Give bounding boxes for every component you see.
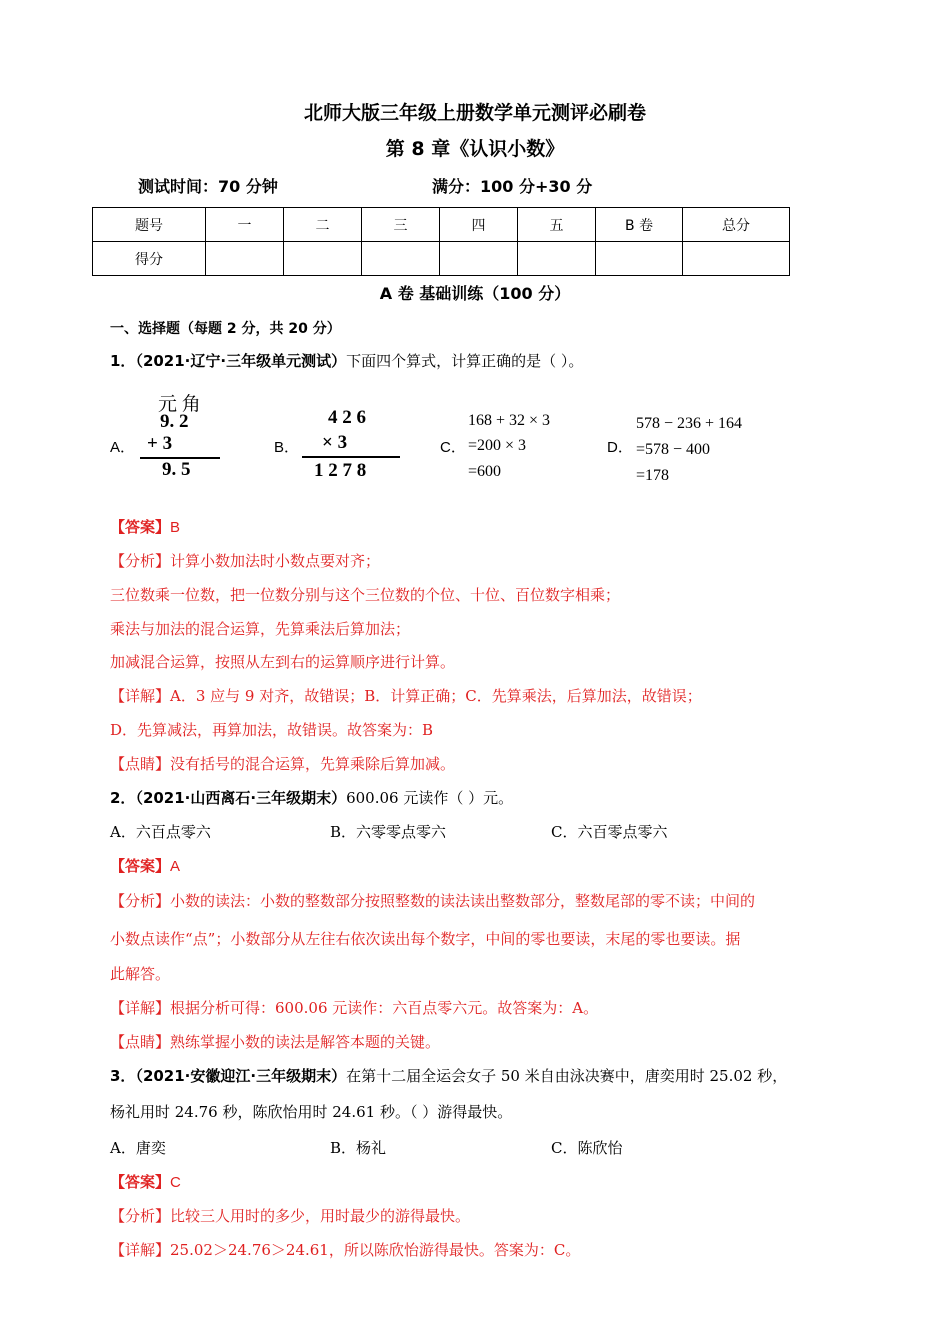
q3-analysis [110, 1205, 470, 1226]
q1-answer [110, 516, 180, 537]
question-number: 3． [110, 1067, 136, 1085]
q2-analysis-line3: 此解答。 [110, 965, 171, 983]
answer-value: A [170, 858, 181, 875]
option-a-top: 9. 2 [160, 411, 189, 432]
q1-comment [110, 753, 455, 774]
document-title: 北师大版三年级上册数学单元测评必刷卷 [303, 102, 646, 124]
q3-option-c: C．陈欣怡 [551, 1139, 623, 1157]
question-2 [110, 787, 513, 808]
q1-analysis-line4: 加减混合运算，按照从左到右的运算顺序进行计算。 [110, 653, 456, 671]
score-input-cell [683, 242, 790, 276]
option-c-line2: =200 × 3 [468, 437, 527, 454]
option-a-operand: + 3 [147, 433, 173, 454]
q2-option-b: B．六零零点零六 [330, 823, 447, 841]
comment-text: 熟练掌握小数的读法是解答本题的关键。 [170, 1033, 441, 1051]
answer-tag: 【答案】 [110, 857, 171, 875]
q2-option-a: A．六百点零六 [110, 823, 211, 841]
q2-detail [110, 997, 598, 1018]
analysis-text: 比较三人用时的多少，用时最少的游得最快。 [170, 1207, 471, 1225]
question-number: 1． [110, 352, 136, 370]
question-text: 在第十二届全运会女子 50 米自由泳决赛中，唐奕用时 25.02 秒， [346, 1067, 788, 1085]
answer-value: B [170, 519, 181, 536]
score-input-cell [284, 242, 362, 276]
q3-detail [110, 1239, 580, 1260]
answer-tag: 【答案】 [110, 1173, 171, 1191]
table-cell: 总分 [683, 208, 790, 242]
option-b-label: B． [274, 439, 300, 456]
score-input-cell [596, 242, 683, 276]
answer-tag: 【答案】 [110, 518, 171, 536]
table-cell: B 卷 [596, 208, 683, 242]
chapter-title: 第 8 章《认识小数》 [385, 138, 565, 160]
q2-option-c: C．六百零点零六 [551, 823, 668, 841]
q2-answer [110, 855, 180, 876]
option-d-label: D． [607, 439, 633, 456]
table-cell: 三 [362, 208, 440, 242]
question-source: （2021·安徽迎江·三年级期末） [135, 1067, 347, 1085]
table-cell: 二 [284, 208, 362, 242]
analysis-tag: 【分析】 [110, 1207, 171, 1225]
option-c-line1: 168 + 32 × 3 [468, 412, 551, 429]
table-cell: 一 [206, 208, 284, 242]
q2-analysis [110, 890, 755, 911]
analysis-tag: 【分析】 [110, 892, 171, 910]
score-table-score-row [93, 242, 790, 276]
table-cell: 四 [440, 208, 518, 242]
detail-text: 25.02＞24.76＞24.61，所以陈欣怡游得最快。答案为：C。 [170, 1241, 581, 1259]
section-a-title: A 卷 基础训练（100 分） [379, 284, 571, 303]
analysis-text: 小数的读法：小数的整数部分按照整数的读法读出整数部分，整数尾部的零不读；中间的 [170, 892, 756, 910]
question-source: （2021·辽宁·三年级单元测试） [135, 352, 347, 370]
detail-text: 根据分析可得：600.06 元读作：六百点零六元。故答案为：A。 [170, 999, 599, 1017]
q1-analysis [110, 550, 380, 571]
q1-detail [110, 685, 702, 706]
q3-option-b: B．杨礼 [330, 1139, 387, 1157]
analysis-tag: 【分析】 [110, 552, 171, 570]
question-1 [110, 350, 583, 371]
detail-tag: 【详解】 [110, 1241, 171, 1259]
answer-value: C [170, 1174, 181, 1191]
full-score: 满分：100 分+30 分 [432, 177, 593, 196]
option-c-line3: =600 [468, 463, 502, 480]
detail-tag: 【详解】 [110, 687, 171, 705]
option-a-label: A． [110, 439, 136, 456]
score-input-cell [518, 242, 596, 276]
q3-option-a: A．唐奕 [110, 1139, 166, 1157]
q1-detail-line2: D．先算减法，再算加法，故错误。故答案为：B [110, 721, 434, 739]
question-3-line2: 杨礼用时 24.76 秒，陈欣怡用时 24.61 秒。（ ）游得最快。 [110, 1103, 513, 1121]
option-a-unit-header: 元 角 [158, 394, 201, 415]
q2-analysis-line2: 小数点读作“点”；小数部分从左往右依次读出每个数字，中间的零也要读，末尾的零也要读。据 [110, 930, 741, 948]
option-b-operand: × 3 [322, 432, 348, 453]
comment-tag: 【点睛】 [110, 755, 171, 773]
detail-tag: 【详解】 [110, 999, 171, 1017]
q3-answer [110, 1171, 181, 1192]
option-d-line2: =578 − 400 [636, 441, 711, 458]
q2-comment [110, 1031, 440, 1052]
option-d-line3: =178 [636, 467, 670, 484]
option-b-result: 1 2 7 8 [314, 460, 367, 481]
question-source: （2021·山西离石·三年级期末） [135, 789, 347, 807]
comment-tag: 【点睛】 [110, 1033, 171, 1051]
detail-text: A．3 应与 9 对齐，故错误；B．计算正确；C．先算乘法，后算加法，故错误； [170, 687, 702, 705]
question-number: 2． [110, 789, 136, 807]
table-cell: 得分 [93, 242, 206, 276]
q1-analysis-line3: 乘法与加法的混合运算，先算乘法后算加法； [110, 620, 411, 638]
q1-analysis-line2: 三位数乘一位数，把一位数分别与这个三位数的个位、十位、百位数字相乘； [110, 586, 621, 604]
table-cell: 题号 [93, 208, 206, 242]
table-cell: 五 [518, 208, 596, 242]
score-input-cell [206, 242, 284, 276]
score-table [92, 207, 790, 276]
score-table-header-row [93, 208, 790, 242]
option-a-result: 9. 5 [162, 459, 191, 480]
test-time: 测试时间：70 分钟 [138, 177, 278, 196]
question-text: 下面四个算式，计算正确的是（ ）。 [346, 352, 584, 370]
option-b-rule [302, 456, 400, 458]
option-c-label: C． [440, 439, 466, 456]
question-text: 600.06 元读作（ ）元。 [346, 789, 514, 807]
score-input-cell [440, 242, 518, 276]
analysis-text: 计算小数加法时小数点要对齐； [170, 552, 381, 570]
score-input-cell [362, 242, 440, 276]
option-b-top: 4 2 6 [328, 407, 366, 428]
part-one-heading: 一、选择题（每题 2 分，共 20 分） [110, 321, 341, 337]
comment-text: 没有括号的混合运算，先算乘除后算加减。 [170, 755, 456, 773]
option-d-line1: 578 − 236 + 164 [636, 415, 743, 432]
question-3 [110, 1065, 787, 1086]
